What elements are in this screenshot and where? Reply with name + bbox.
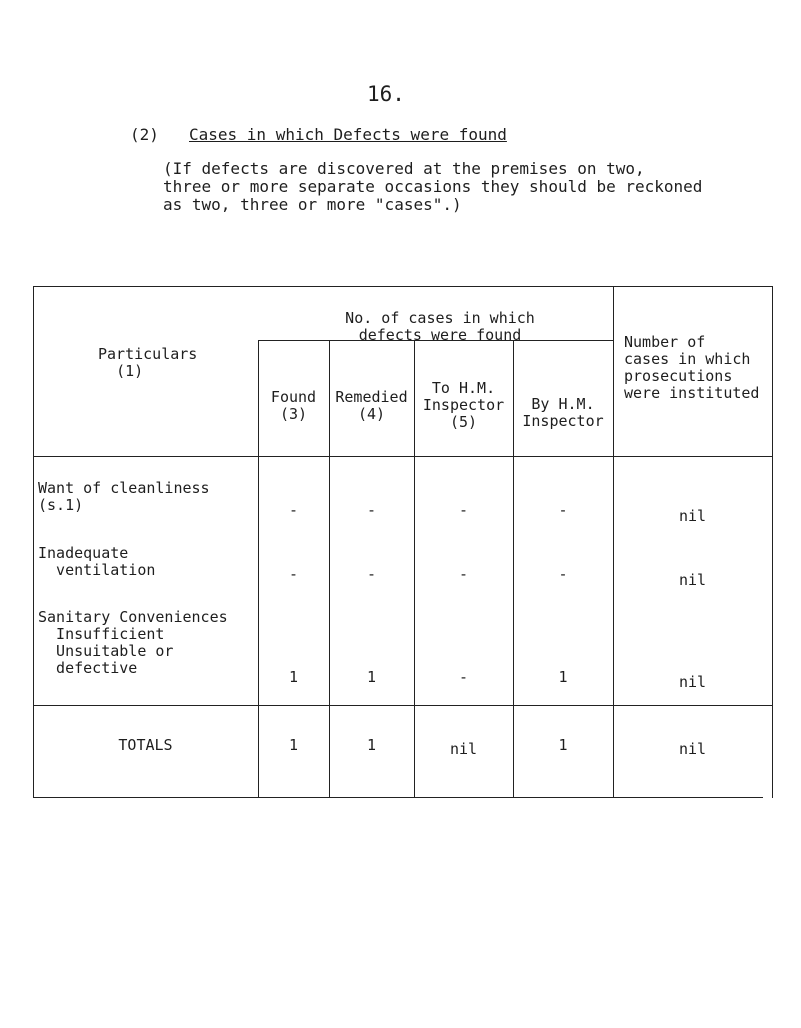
cell-prosecutions: nil xyxy=(678,571,707,589)
header-remedied: Remedied (4) xyxy=(335,388,408,423)
table-bottom-rule xyxy=(33,797,763,798)
cell-remedied: - xyxy=(366,501,377,519)
header-bottom-rule xyxy=(33,456,773,457)
cell-found: 1 xyxy=(288,668,299,686)
table-left-rule xyxy=(33,286,34,798)
cell-found: - xyxy=(288,501,299,519)
totals-remedied: 1 xyxy=(366,736,377,754)
header-particulars: Particulars (1) xyxy=(98,345,198,380)
totals-label: TOTALS xyxy=(118,736,173,754)
cell-to-inspector: - xyxy=(458,565,469,583)
cell-prosecutions: nil xyxy=(678,507,707,525)
totals-to-inspector: nil xyxy=(449,740,478,758)
table-top-rule xyxy=(33,286,773,287)
header-found: Found (3) xyxy=(270,388,317,423)
page-number: 16. xyxy=(367,82,405,106)
section-title: Cases in which Defects were found xyxy=(189,125,507,144)
cell-by-inspector: - xyxy=(558,501,568,519)
row-particulars-ventilation: Inadequate ventilation xyxy=(38,544,156,579)
header-by-inspector: By H.M. Inspector xyxy=(522,395,604,430)
header-group-cases-found: No. of cases in which defects were found xyxy=(345,309,535,344)
table-right-rule xyxy=(772,286,773,798)
note-line: three or more separate occasions they should be reckoned xyxy=(163,177,703,196)
section-note xyxy=(163,160,702,214)
row-particulars-cleanliness: Want of cleanliness (s.1) xyxy=(38,479,210,514)
totals-prosecutions: nil xyxy=(678,740,707,758)
row-particulars-sanitary: Sanitary Conveniences Insufficient Unsuitable or defective xyxy=(38,608,228,677)
cell-by-inspector: - xyxy=(558,565,568,583)
header-prosecutions: Number of cases in which prosecutions were instituted xyxy=(624,333,760,402)
cell-to-inspector: - xyxy=(458,501,469,519)
cell-remedied: - xyxy=(366,565,377,583)
cell-prosecutions: nil xyxy=(678,673,707,691)
note-line: as two, three or more "cases".) xyxy=(163,195,462,214)
section-label: (2) xyxy=(130,125,159,144)
note-line: (If defects are discovered at the premises on two, xyxy=(163,159,645,178)
header-to-inspector: To H.M. Inspector (5) xyxy=(422,379,505,431)
cell-by-inspector: 1 xyxy=(558,668,568,686)
totals-by-inspector: 1 xyxy=(558,736,568,754)
totals-top-rule xyxy=(33,705,773,706)
cell-found: - xyxy=(288,565,299,583)
col-rule-prosecutions xyxy=(613,286,614,798)
cell-remedied: 1 xyxy=(366,668,377,686)
totals-found: 1 xyxy=(288,736,299,754)
cell-to-inspector: - xyxy=(458,668,469,686)
